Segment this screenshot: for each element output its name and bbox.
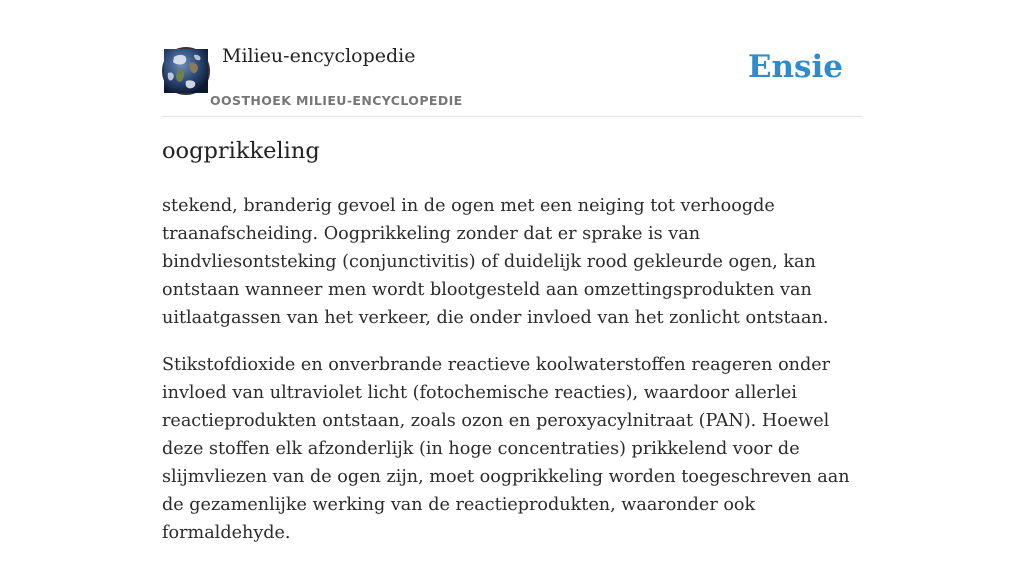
article-title: oogprikkeling bbox=[162, 138, 320, 164]
site-header bbox=[162, 0, 862, 117]
page-container bbox=[162, 0, 862, 543]
globe-icon[interactable] bbox=[162, 47, 210, 95]
article-paragraph: Stikstofdioxide en onverbrande reactieve koolwaterstoffen reageren onder invloed van ultraviolet licht (fotochemische reacties), waardoor allerlei reactieprodukten ontstaan, zoals ozon en peroxyacylnitraat (PAN). Hoewel deze stoffen elk afzonderlijk (in hoge concentraties) prikkelend voor de slijmvliezen van de ogen zijn, moet oogprikkeling worden toegeschreven aan de gezamenlijke werking van de reactieprodukten, waaronder ook formaldehyde. bbox=[162, 355, 850, 543]
article-body bbox=[162, 192, 862, 566]
ensie-logo-link[interactable]: Ensie bbox=[747, 49, 843, 85]
site-subtitle[interactable]: OOSTHOEK MILIEU-ENCYCLOPEDIE bbox=[210, 93, 463, 108]
site-name[interactable]: Milieu-encyclopedie bbox=[222, 45, 416, 67]
article-paragraph: stekend, branderig gevoel in de ogen met een neiging tot verhoogde traanafscheiding. Oogprikkeling zonder dat er sprake is van bindvliesontsteking (conjunctivitis) of duidelijk rood gekleurde ogen, kan ontstaan wanneer men wordt blootgesteld aan omzettingsprodukten van uitlaatgassen van het verkeer, die onder invloed van het zonlicht ontstaan. bbox=[162, 196, 829, 328]
